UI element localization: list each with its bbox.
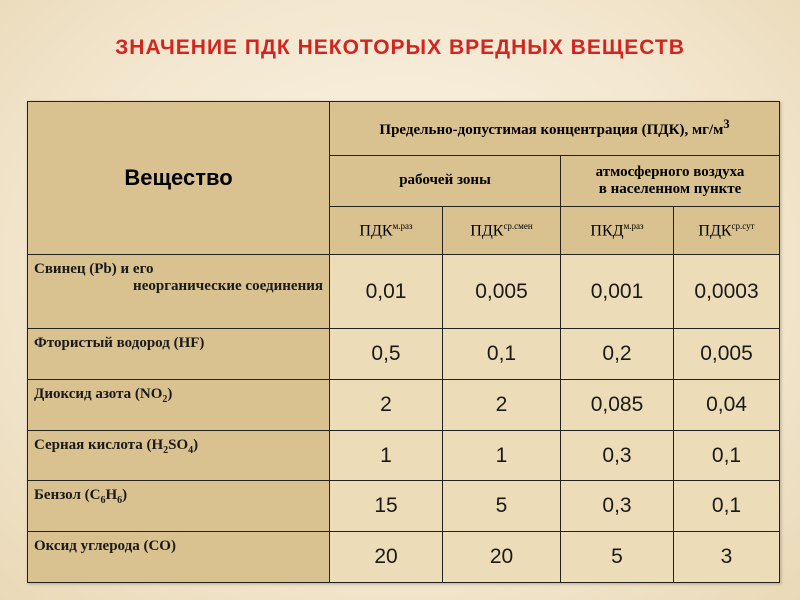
value-cell: 0,1 — [674, 430, 780, 481]
header-col2: $ПДК^{ср.смен}$ — [443, 206, 561, 255]
value-cell: 0,1 — [443, 329, 561, 380]
value-cell: 5 — [443, 481, 561, 532]
value-cell: 0,5 — [330, 329, 443, 380]
value-cell: 2 — [330, 380, 443, 431]
value-cell: 0,01 — [330, 255, 443, 329]
table-row — [28, 329, 780, 380]
value-cell: 0,04 — [674, 380, 780, 431]
table-row — [28, 380, 780, 431]
value-cell: 0,1 — [674, 481, 780, 532]
value-cell: 5 — [561, 532, 674, 583]
substance-name: Диоксид азота $(NO_2)$ — [28, 380, 330, 431]
substance-name: Серная кислота $(H_2SO_4)$ — [28, 430, 330, 481]
table-row — [28, 430, 780, 481]
value-cell: 0,005 — [674, 329, 780, 380]
header-pdk-group: Предельно-допустимая концентрация (ПДК), $мг/м^3$ — [330, 102, 780, 156]
value-cell: 0,2 — [561, 329, 674, 380]
header-col3: $ПКД^{м.раз}$ — [561, 206, 674, 255]
substance-name: Фтористый водород (HF) — [28, 329, 330, 380]
value-cell: 20 — [443, 532, 561, 583]
substance-name: Бензол $(C_6H_6)$ — [28, 481, 330, 532]
header-substance: Вещество — [28, 102, 330, 255]
value-cell: 0,005 — [443, 255, 561, 329]
table-row — [28, 532, 780, 583]
value-cell: 1 — [443, 430, 561, 481]
substance-name: Оксид углерода (CO) — [28, 532, 330, 583]
value-cell: 3 — [674, 532, 780, 583]
substance-name: Свинец (Pb) и его неорганические соединения — [28, 255, 330, 329]
header-work-zone: рабочей зоны — [330, 155, 561, 206]
value-cell: 2 — [443, 380, 561, 431]
header-air: атмосферного воздуха в населенном пункте — [561, 155, 780, 206]
value-cell: 20 — [330, 532, 443, 583]
page-title: ЗНАЧЕНИЕ ПДК НЕКОТОРЫХ ВРЕДНЫХ ВЕЩЕСТВ — [115, 36, 685, 59]
value-cell: 0,085 — [561, 380, 674, 431]
value-cell: 0,0003 — [674, 255, 780, 329]
header-col1: $ПДК^{м.раз}$ — [330, 206, 443, 255]
value-cell: 0,3 — [561, 481, 674, 532]
header-col4: $ПДК^{ср.сут}$ — [674, 206, 780, 255]
value-cell: 15 — [330, 481, 443, 532]
value-cell: 0,001 — [561, 255, 674, 329]
value-cell: 1 — [330, 430, 443, 481]
table-row — [28, 255, 780, 329]
pdk-table — [27, 101, 780, 583]
table-row — [28, 481, 780, 532]
value-cell: 0,3 — [561, 430, 674, 481]
